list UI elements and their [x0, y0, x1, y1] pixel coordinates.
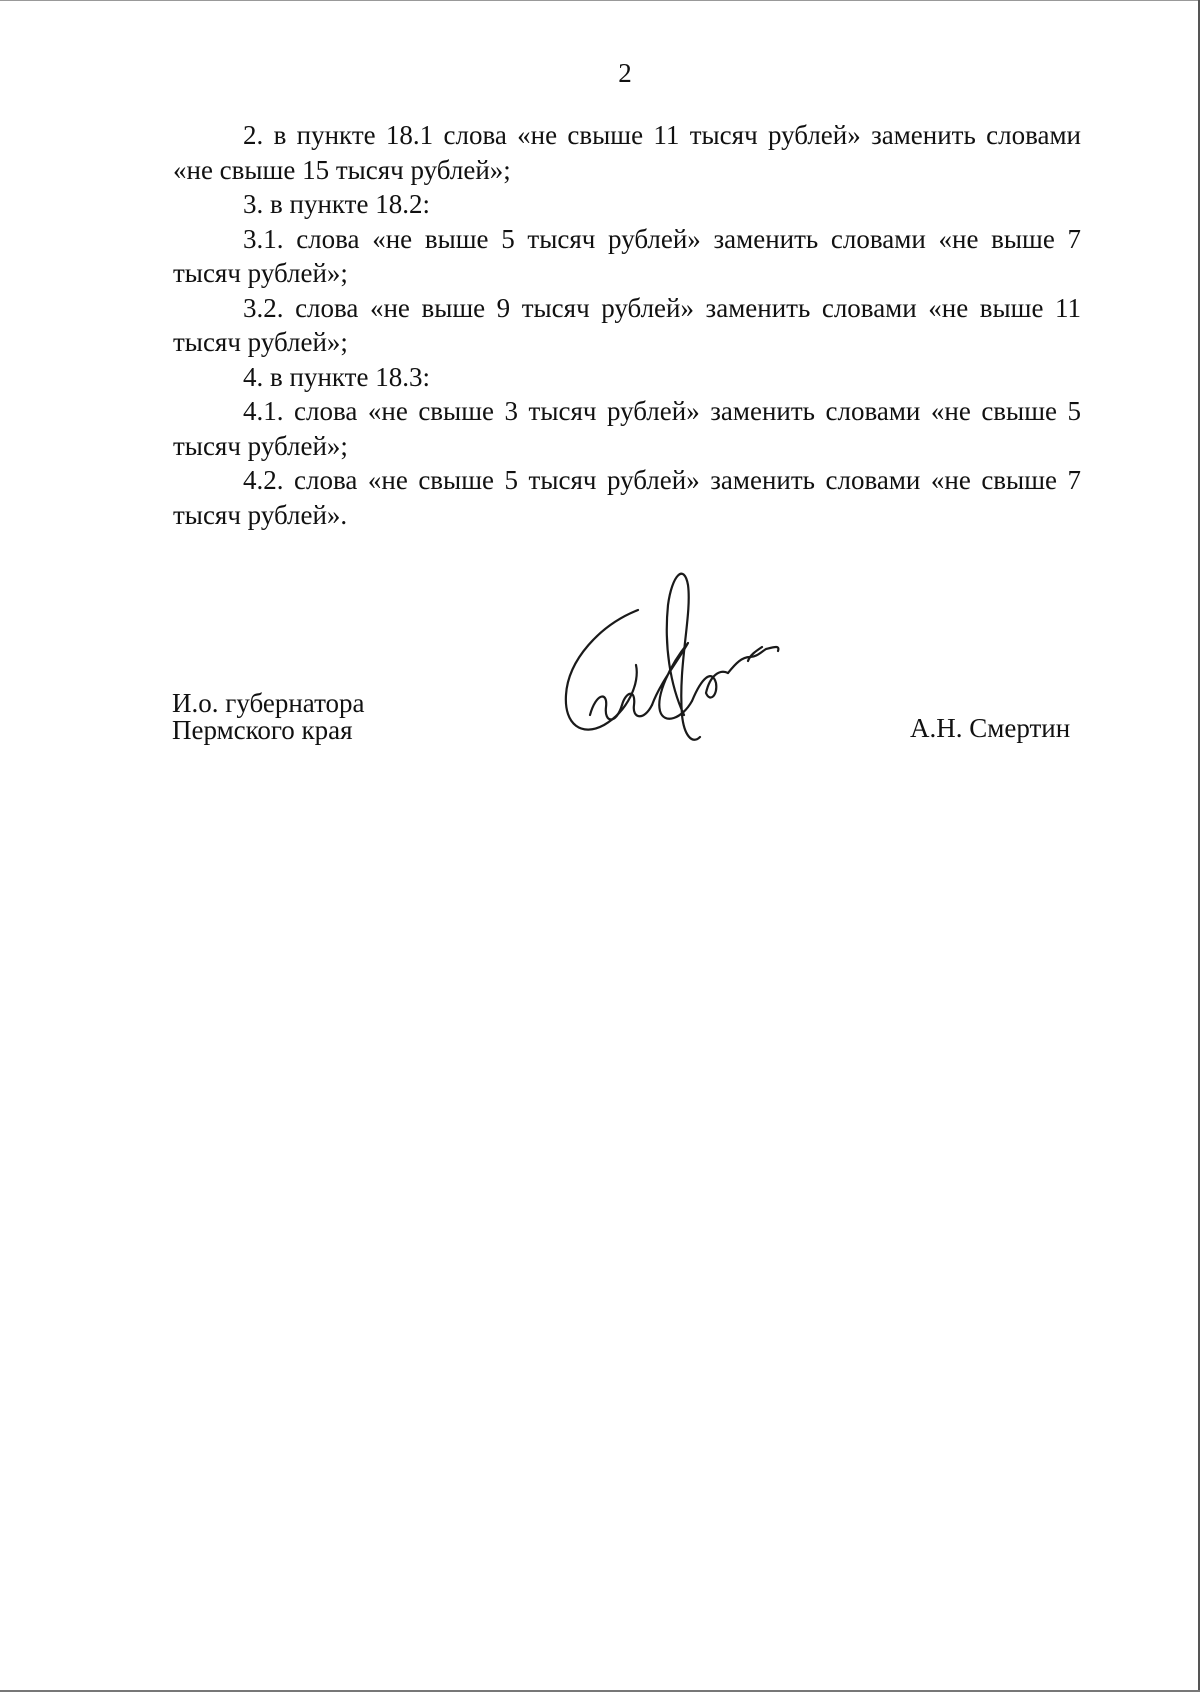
handwritten-signature — [560, 565, 790, 780]
paragraph-item-4: 4. в пункте 18.3: — [243, 361, 430, 392]
paragraph-item-3-1: 3.1. слова «не выше 5 тысяч рублей» заменить словами «не выше 7 тысяч рублей»; — [173, 223, 1081, 288]
signatory-position — [172, 690, 365, 744]
paragraph-item-3-2: 3.2. слова «не выше 9 тысяч рублей» заменить словами «не выше 11 тысяч рублей»; — [173, 292, 1081, 357]
document-body — [173, 118, 1081, 532]
scan-edge-top — [0, 0, 1200, 1]
signatory-name: А.Н. Смертин — [910, 713, 1071, 743]
paragraph-item-4-1: 4.1. слова «не свыше 3 тысяч рублей» заменить словами «не свыше 5 тысяч рублей»; — [173, 396, 1081, 461]
signatory-position-line2: Пермского края — [172, 715, 353, 745]
page-number: 2 — [618, 58, 632, 88]
paragraph-item-3: 3. в пункте 18.2: — [243, 189, 430, 219]
paragraph-item-4-2: 4.2. слова «не свыше 5 тысяч рублей» заменить словами «не свыше 7 тысяч рублей». — [173, 465, 1081, 530]
signatory-position-line1: И.о. губернатора — [172, 688, 365, 718]
paragraph-item-2: 2. в пункте 18.1 слова «не свыше 11 тысяч рублей» заменить словами «не свыше 15 тысяч рублей»; — [173, 120, 1081, 185]
